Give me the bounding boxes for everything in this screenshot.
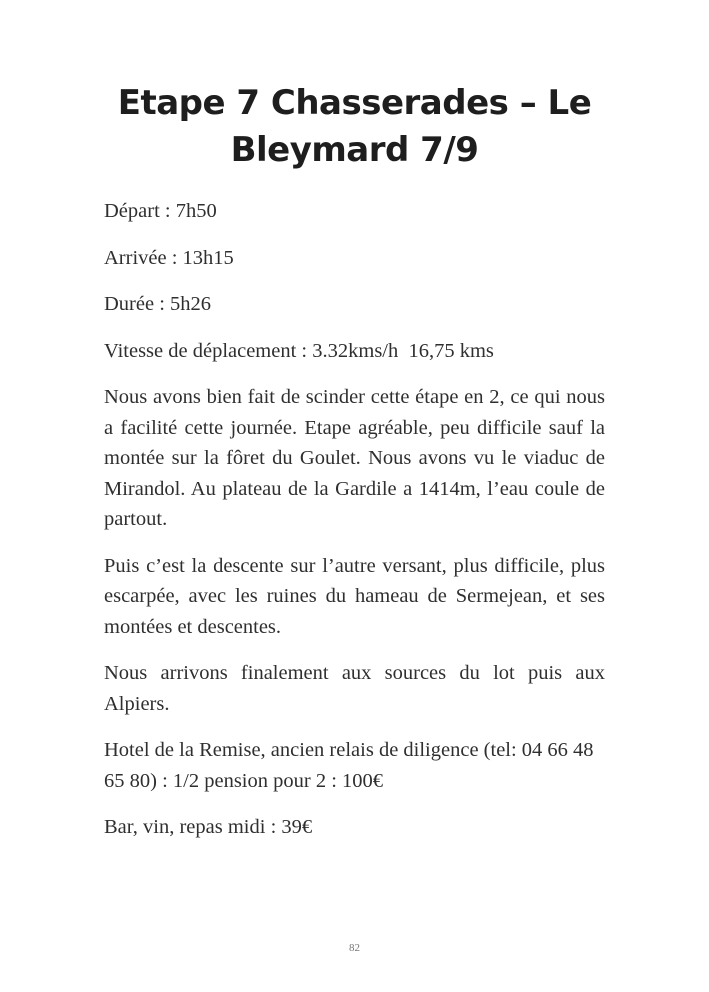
paragraph-bar: Bar, vin, repas midi : 39€ [104, 816, 313, 838]
page-title: Etape 7 Chasserades – Le Bleymard 7/9 [117, 83, 592, 170]
paragraph-journey: Nous avons bien fait de scinder cette étape en 2, ce qui nous a facilité cette journée. Etape agréable, peu difficile sauf la montée sur la fôret du Goulet. Nous avons vu le viaduc de Mirandol. Au plateau de la Gardile a 1414m, l’eau coule de partout. [104, 386, 605, 530]
page-body [104, 196, 605, 859]
depart-line: Départ : 7h50 [104, 200, 217, 222]
duree-line: Durée : 5h26 [104, 293, 212, 315]
page-number: 82 [349, 942, 360, 954]
arrivee-line: Arrivée : 13h15 [104, 246, 234, 269]
paragraph-descent: Puis c’est la descente sur l’autre versant, plus difficile, plus escarpée, avec les ruines du hameau de Sermejean, et ses montées et descentes. [104, 554, 605, 638]
vitesse-line: Vitesse de déplacement : 3.32kms/h 16,75 kms [104, 339, 494, 362]
paragraph-arrival: Nous arrivons finalement aux sources du lot puis aux Alpiers. [104, 662, 605, 715]
paragraph-hotel: Hotel de la Remise, ancien relais de diligence (tel: 04 66 48 65 80) : 1/2 pension pour 2 : 100€ [104, 739, 594, 792]
